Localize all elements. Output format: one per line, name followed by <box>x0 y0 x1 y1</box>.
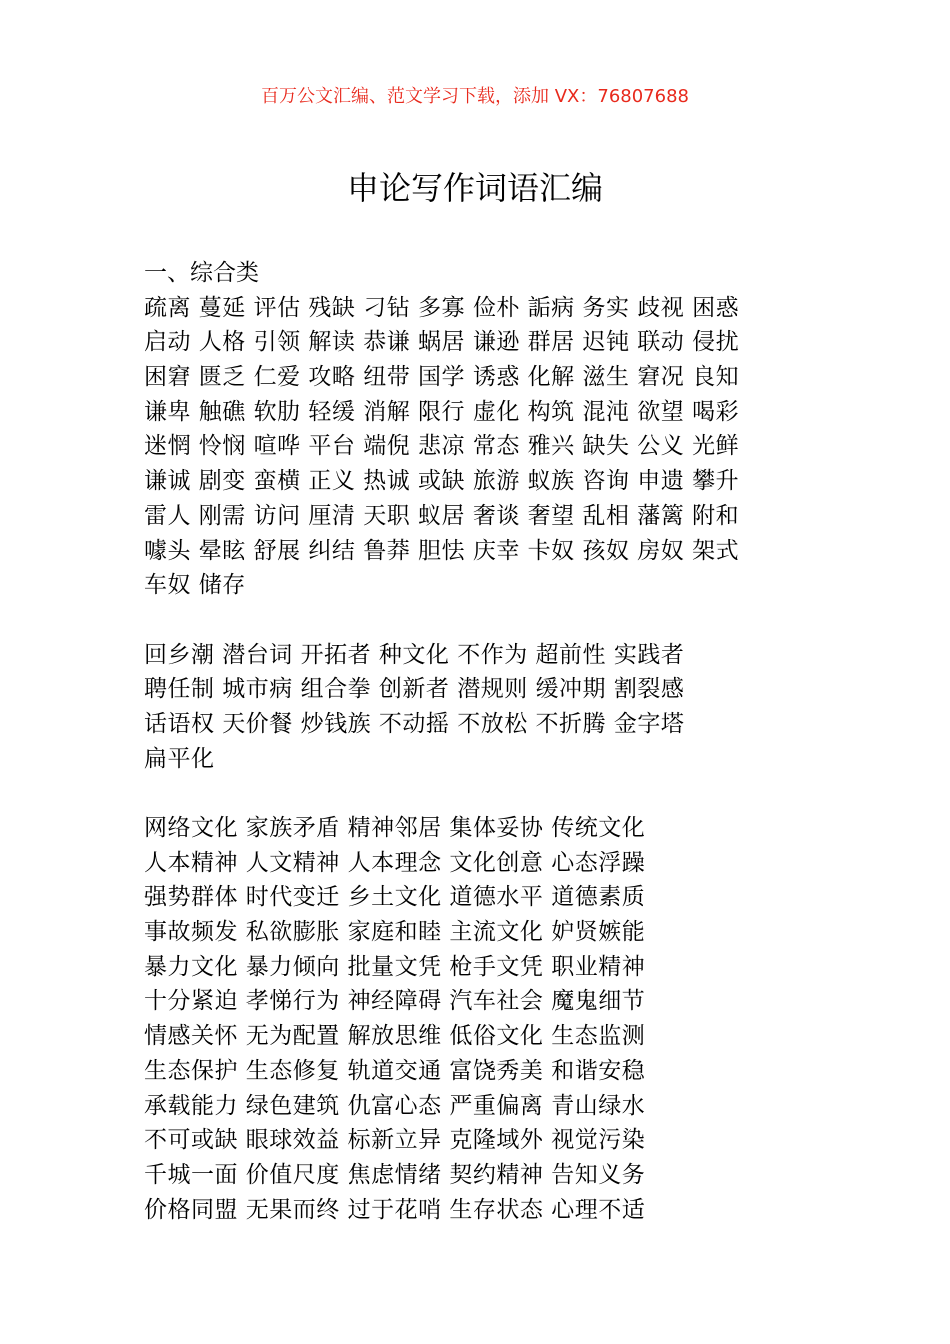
word-line: 情感关怀 无为配置 解放思维 低俗文化 生态监测 <box>144 1023 646 1050</box>
word-line: 疏离 蔓延 评估 残缺 刁钻 多寡 俭朴 詬病 务实 歧视 困惑 <box>144 294 740 321</box>
word-block-three-char <box>144 638 864 777</box>
document-body <box>144 256 864 1227</box>
header-note: 百万公文汇编、范文学习下载，添加 VX：76807688 <box>261 86 689 107</box>
word-line: 回乡潮 潜台词 开拓者 种文化 不作为 超前性 实践者 <box>144 641 685 668</box>
block-spacer <box>144 776 864 811</box>
block-spacer <box>144 603 864 638</box>
word-line: 价格同盟 无果而终 过于花哨 生存状态 心理不适 <box>144 1196 646 1223</box>
word-line: 人本精神 人文精神 人本理念 文化创意 心态浮躁 <box>144 849 646 876</box>
word-line: 强势群体 时代变迁 乡土文化 道德水平 道德素质 <box>144 884 646 911</box>
word-line: 车奴 储存 <box>144 572 246 599</box>
word-line: 扁平化 <box>144 745 215 772</box>
word-line: 噱头 晕眩 舒展 纠结 鲁莽 胆怯 庆幸 卡奴 孩奴 房奴 架式 <box>144 537 740 564</box>
word-line: 承载能力 绿色建筑 仇富心态 严重偏离 青山绿水 <box>144 1092 646 1119</box>
word-line: 暴力文化 暴力倾向 批量文凭 枪手文凭 职业精神 <box>144 953 646 980</box>
word-block-two-char <box>144 291 864 603</box>
word-line: 迷惘 怜悯 喧哗 平台 端倪 悲凉 常态 雅兴 缺失 公义 光鲜 <box>144 433 740 460</box>
word-line: 话语权 天价餐 炒钱族 不动摇 不放松 不折腾 金字塔 <box>144 710 685 737</box>
word-line: 网络文化 家族矛盾 精神邻居 集体妥协 传统文化 <box>144 815 646 841</box>
word-line: 谦卑 触礁 软肋 轻缓 消解 限行 虚化 构筑 混沌 欲望 喝彩 <box>144 398 740 425</box>
word-line: 事故频发 私欲膨胀 家庭和睦 主流文化 妒贤嫉能 <box>144 919 646 946</box>
word-line: 启动 人格 引领 解读 恭谦 蜗居 谦逊 群居 迟钝 联动 侵扰 <box>144 329 740 356</box>
word-block-four-char <box>144 811 864 1227</box>
word-line: 不可或缺 眼球效益 标新立异 克隆域外 视觉污染 <box>144 1127 646 1154</box>
word-line: 谦诚 剧变 蛮横 正义 热诚 或缺 旅游 蚁族 咨询 申遗 攀升 <box>144 468 740 495</box>
section-heading: 一、综合类 <box>144 260 259 286</box>
word-line: 生态保护 生态修复 轨道交通 富饶秀美 和谐安稳 <box>144 1057 646 1084</box>
word-line: 聘任制 城市病 组合拳 创新者 潜规则 缓冲期 割裂感 <box>144 676 685 703</box>
page-title: 申论写作词语汇编 <box>346 169 603 207</box>
word-line: 困窘 匮乏 仁爱 攻略 纽带 国学 诱惑 化解 滋生 窘况 良知 <box>144 364 740 391</box>
word-line: 千城一面 价值尺度 焦虑情绪 契约精神 告知义务 <box>144 1161 646 1188</box>
word-line: 雷人 刚需 访问 厘清 天职 蚁居 奢谈 奢望 乱相 藩篱 附和 <box>144 502 740 529</box>
word-line: 十分紧迫 孝悌行为 神经障碍 汽车社会 魔鬼细节 <box>144 988 646 1015</box>
